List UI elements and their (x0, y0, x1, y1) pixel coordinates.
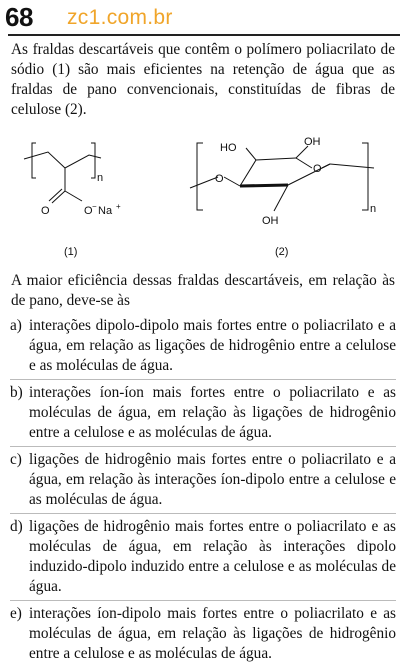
question-stem: A maior eficiência dessas fraldas descartáveis, em relação às de pano, deve-se às (11, 272, 395, 309)
option-c-letter: c) (10, 451, 22, 468)
ring-oring-c5 (322, 164, 330, 168)
option-a-text: interações dipolo-dipolo mais fortes entre o poliacrilato e a água, em relação as ligações de hidrogênio entre a celulose e as moléculas de água. (29, 317, 396, 374)
carboxylate-oxygen-label: O (84, 205, 93, 217)
option-c[interactable] (10, 450, 396, 510)
n-subscript-2: n (370, 203, 377, 215)
bracket-left-1 (32, 143, 36, 178)
bridge-oxygen-label: O (215, 173, 224, 185)
option-b-text: interações íon-íon mais fortes entre o poliacrilato e as moléculas de água, em relação às ligações de hidrogênio entre a celulose e as moléculas de água. (29, 384, 396, 441)
polyacrylate-structure (24, 143, 104, 203)
option-c-text: ligações de hidrogênio mais fortes entre o poliacrilato e a água, em relação às interações íon-dipolo entre a celulose e as moléculas de água. (29, 451, 396, 508)
ring-bold-edge (240, 185, 288, 186)
question-number: 68 (5, 2, 33, 32)
option-a-letter: a) (10, 317, 22, 334)
site-watermark: zc1.com.br (67, 6, 173, 29)
option-divider (10, 379, 396, 380)
ring-oxygen-label: O (313, 163, 322, 175)
carboxylate-bond (65, 191, 82, 201)
oh-label-bottom: OH (262, 215, 279, 227)
ring-c4-o (224, 177, 240, 186)
option-divider (10, 600, 396, 601)
structure-2-label: (2) (275, 246, 289, 258)
ho-label-top: HO (220, 142, 237, 154)
polymer-backbone-1 (24, 152, 101, 168)
glycosidic-bond-right (330, 164, 374, 168)
option-d-letter: d) (10, 518, 23, 535)
option-e[interactable] (10, 604, 396, 664)
option-b[interactable] (10, 383, 396, 443)
option-e-text: interações íon-dipolo mais fortes entre o poliacrilato e as moléculas de água, em relação às ligações de hidrogênio entre a celulose e as moléculas de água. (29, 605, 396, 662)
option-e-letter: e) (10, 605, 22, 622)
ch2oh-bond (274, 185, 288, 211)
structure-1-label: (1) (64, 246, 78, 258)
intro-paragraph: As fraldas descartáveis que contêm o polímero poliacrilato de sódio (1) são mais eficientes na retenção de água que as fraldas de pano convencionais, constituídas de fibras de celulose (2). (11, 41, 395, 118)
chemical-structures (8, 128, 400, 268)
answer-options (10, 316, 396, 667)
oxygen-label-1: O (41, 205, 50, 217)
bracket-right-1 (91, 143, 95, 178)
bracket-right-2 (362, 143, 368, 210)
bracket-left-2 (197, 143, 203, 210)
oh-bond-c3 (246, 148, 256, 160)
option-b-letter: b) (10, 384, 23, 401)
sodium-label: Na (98, 205, 113, 217)
glycosidic-bond-left (190, 177, 218, 188)
negative-charge: − (92, 202, 97, 211)
option-divider (10, 513, 396, 514)
header-divider (8, 34, 400, 36)
oh-label-top: OH (304, 136, 321, 148)
ring-c1-oring (296, 158, 312, 168)
ring-c4-c3 (240, 158, 296, 186)
option-a[interactable] (10, 316, 396, 376)
option-divider (10, 446, 396, 447)
option-d[interactable] (10, 517, 396, 597)
n-subscript-1: n (97, 172, 104, 184)
option-d-text: ligações de hidrogênio mais fortes entre o poliacrilato e as moléculas de água, em relação às interações dipolo induzido-dipolo induzido entre a celulose e as moléculas de água. (29, 518, 396, 595)
sodium-charge: + (116, 202, 121, 211)
